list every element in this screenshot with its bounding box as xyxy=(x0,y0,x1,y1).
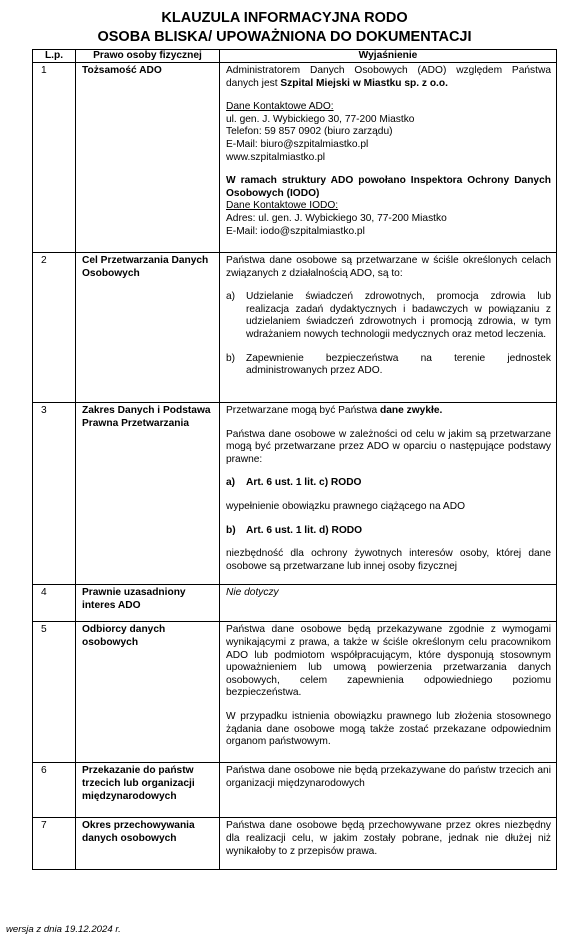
table-row xyxy=(33,585,557,622)
row-description xyxy=(220,63,557,253)
row-name: Prawnie uzasadniony interes ADO xyxy=(76,585,220,622)
recipients-text: W przypadku istnienia obowiązku prawnego lub złożenia stosownego żądania dane osobowe mogą także zostać przekazane odpowiednim organom państwowym. xyxy=(226,710,551,748)
row-name: Tożsamość ADO xyxy=(76,63,220,253)
legal-basis-label xyxy=(226,525,551,538)
header-desc: Wyjaśnienie xyxy=(220,50,557,63)
rodo-table xyxy=(32,49,557,870)
row-name: Cel Przetwarzania Danych Osobowych xyxy=(76,253,220,403)
row-description: Nie dotyczy xyxy=(220,585,557,622)
article-label: Art. 6 ust. 1 lit. c) RODO xyxy=(246,477,362,489)
article-label: Art. 6 ust. 1 lit. d) RODO xyxy=(246,524,363,536)
recipients-text: Państwa dane osobowe będą przekazywane zgodnie z wymogami wynikającymi z prawa, a także w ściśle określonym celu pracownikom ADO lub podmiotom współpracującym, które dysponują stosownym upoważnieniem lub umową powierzenia przetwarzania danych osobowych, celem zapewnienia odpowiedniego poziomu bezpieczeństwa. xyxy=(226,624,551,699)
version-footer: wersja z dnia 19.12.2024 r. xyxy=(6,924,121,935)
ado-phone: Telefon: 59 857 0902 (biuro zarządu) xyxy=(226,126,393,138)
iodo-address: Adres: ul. gen. J. Wybickiego 30, 77-200 Miastko xyxy=(226,212,447,224)
row-number: 7 xyxy=(33,818,76,870)
document-subtitle: OSOBA BLISKA/ UPOWAŻNIONA DO DOKUMENTACJI xyxy=(97,29,472,45)
legal-basis-text: wypełnienie obowiązku prawnego ciążącego na ADO xyxy=(226,500,465,512)
row-number: 4 xyxy=(33,585,76,622)
table-row xyxy=(33,403,557,585)
row-description xyxy=(220,622,557,763)
row-number: 6 xyxy=(33,763,76,818)
ado-website: www.szpitalmiastko.pl xyxy=(226,151,326,163)
legal-basis-intro: Państwa dane osobowe w zależności od celu w jakim są przetwarzane mogą być przetwarzane przez ADO w oparciu o następujące podstawy prawne: xyxy=(226,428,551,465)
row-name: Zakres Danych i Podstawa Prawna Przetwarzania xyxy=(76,403,220,585)
list-text: Zapewnienie bezpieczeństwa na terenie jednostek administrowanych przez ADO. xyxy=(246,352,551,377)
row-number: 1 xyxy=(33,63,76,253)
header-name: Prawo osoby fizycznej xyxy=(76,50,220,63)
table-header-row xyxy=(33,50,557,63)
iodo-contact-label: Dane Kontaktowe IODO: xyxy=(226,200,339,212)
row-number: 5 xyxy=(33,622,76,763)
ado-name: Szpital Miejski w Miastku sp. z o.o. xyxy=(280,77,448,89)
row-number: 2 xyxy=(33,253,76,403)
row-name: Przekazanie do państw trzecich lub organizacji międzynarodowych xyxy=(76,763,220,818)
row-number: 3 xyxy=(33,403,76,585)
table-row xyxy=(33,622,557,763)
ado-email: E-Mail: biuro@szpitalmiastko.pl xyxy=(226,138,369,150)
header-lp: L.p. xyxy=(33,50,76,63)
iodo-heading: W ramach struktury ADO powołano Inspektora Ochrony Danych Osobowych (IODO) xyxy=(226,175,551,199)
list-marker: b) xyxy=(226,352,236,364)
row-description xyxy=(220,253,557,403)
table-row xyxy=(33,63,557,253)
row-name: Okres przechowywania danych osobowych xyxy=(76,818,220,870)
ado-address: ul. gen. J. Wybickiego 30, 77-200 Miastko xyxy=(226,113,415,125)
document-title: KLAUZULA INFORMACYJNA RODO xyxy=(161,10,408,26)
ado-intro: Administratorem Danych Osobowych (ADO) względem Państwa danych jest xyxy=(226,65,551,89)
table-row xyxy=(33,763,557,818)
table-row xyxy=(33,253,557,403)
legal-basis-text: niezbędność dla ochrony żywotnych interesów osoby, której dane osobowe są przetwarzane lub innej osoby fizycznej xyxy=(226,548,551,572)
row-description xyxy=(220,403,557,585)
scope-bold: dane zwykłe. xyxy=(380,405,443,416)
row-description: Państwa dane osobowe będą przechowywane przez okres niezbędny dla realizacji celu, w jakim zostały pobrane, jednak nie dłużej niż wynikałoby to z przepisów prawa. xyxy=(220,818,557,870)
list-item xyxy=(226,353,551,378)
row-description: Państwa dane osobowe nie będą przekazywane do państw trzecich ani organizacji międzynarodowych xyxy=(220,763,557,818)
iodo-email: E-Mail: iodo@szpitalmiastko.pl xyxy=(226,225,365,237)
list-marker: a) xyxy=(226,291,236,303)
list-item xyxy=(226,291,551,341)
purpose-intro: Państwa dane osobowe są przetwarzane w ściśle określonych celach związanych z działalnością ADO, są to: xyxy=(226,255,551,279)
ado-contact-label: Dane Kontaktowe ADO: xyxy=(226,101,334,113)
list-marker: b) xyxy=(226,524,236,536)
legal-basis-label xyxy=(226,477,551,490)
scope-text: Przetwarzane mogą być Państwa xyxy=(226,405,381,416)
table-row xyxy=(33,818,557,870)
list-text: Udzielanie świadczeń zdrowotnych, promocja zdrowia lub realizacja zadań dydaktycznych i badawczych w powiązaniu z udzielaniem świadczeń zdrowotnych i promocją zdrowia, w tym wdrażaniem nowych technologii medycznych oraz metod leczenia. xyxy=(246,291,551,340)
list-marker: a) xyxy=(226,477,236,489)
row-name: Odbiorcy danych osobowych xyxy=(76,622,220,763)
